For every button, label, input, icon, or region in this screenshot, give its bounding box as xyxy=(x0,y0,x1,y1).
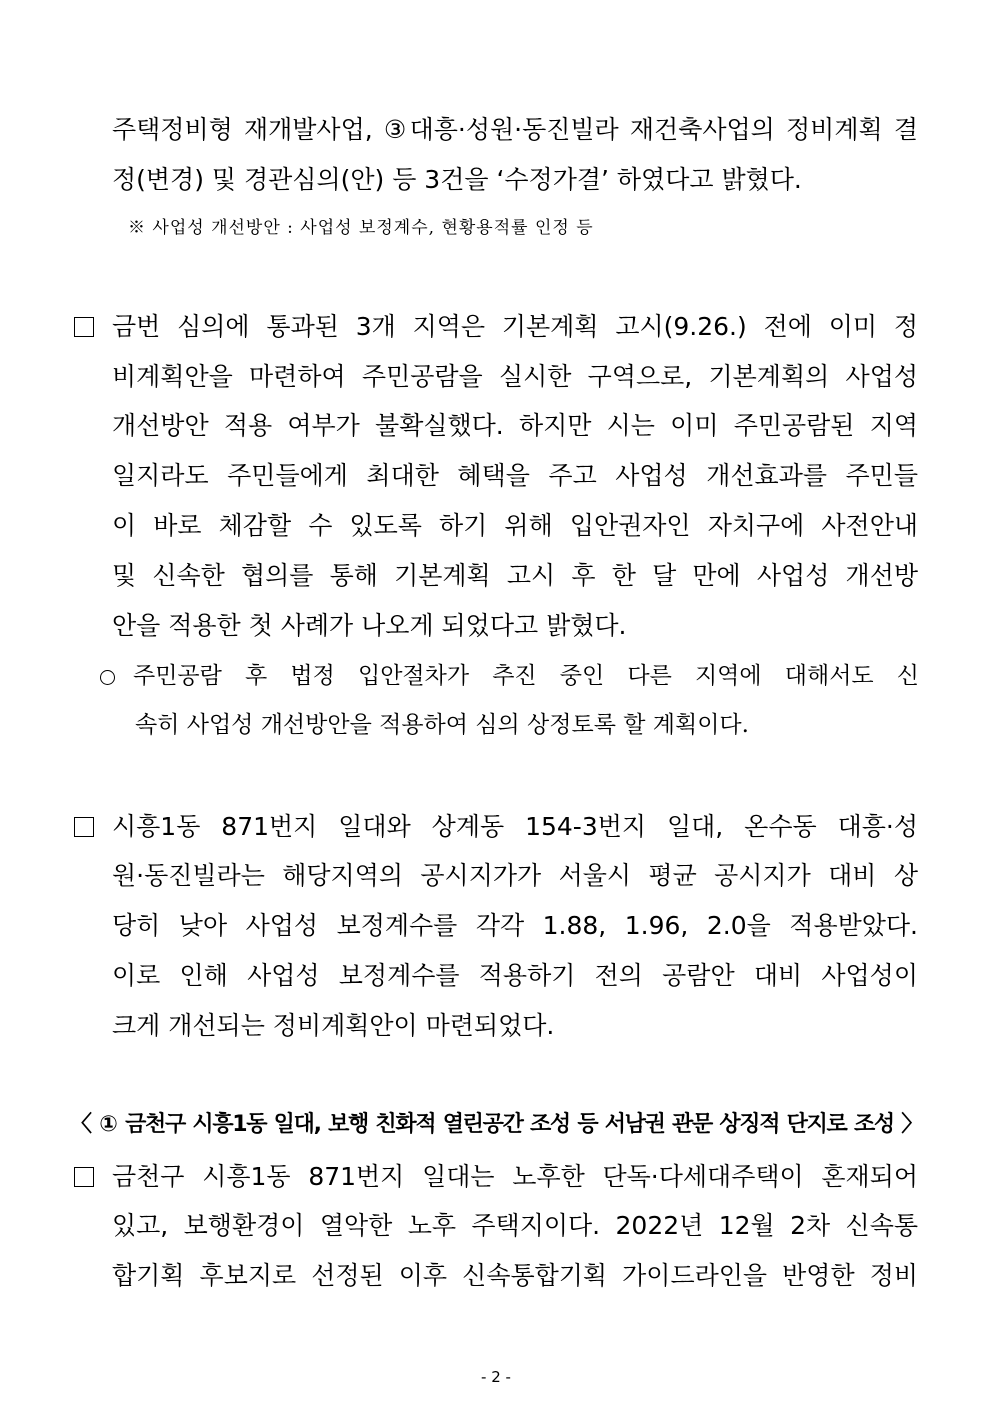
body-text-line: 당히 낮아 사업성 보정계수를 각각 1.88, 1.96, 2.0을 적용받았다. xyxy=(112,911,918,940)
body-text-line: 합기획 후보지로 선정된 이후 신속통합기획 가이드라인을 반영한 정비 xyxy=(112,1261,918,1290)
body-text-line: 정(변경) 및 경관심의(안) 등 3건을 ‘수정가결’ 하였다고 밝혔다. xyxy=(112,165,802,194)
body-text-line: 원·동진빌라는 해당지역의 공시지가가 서울시 평균 공시지가 대비 상 xyxy=(112,861,918,890)
bullet-square-icon xyxy=(74,817,94,837)
body-text-line: 주택정비형 재개발사업, ③대흥·성원·동진빌라 재건축사업의 정비계획 결 xyxy=(112,115,918,144)
body-text-line: 안을 적용한 첫 사례가 나오게 되었다고 밝혔다. xyxy=(112,611,627,640)
bullet-square-icon xyxy=(74,317,94,337)
body-text-line: 및 신속한 협의를 통해 기본계획 고시 후 한 달 만에 사업성 개선방 xyxy=(112,561,918,590)
body-text-line: 개선방안 적용 여부가 불확실했다. 하지만 시는 이미 주민공람된 지역 xyxy=(112,411,918,440)
body-text-line: 크게 개선되는 정비계획안이 마련되었다. xyxy=(112,1011,555,1040)
section-heading: 〈 ① 금천구 시흥1동 일대, 보행 친화적 열린공간 조성 등 서남권 관문 상징적 단지로 조성 〉 xyxy=(70,1112,922,1137)
page-number: - 2 - xyxy=(481,1368,511,1386)
body-text-line: 이 바로 체감할 수 있도록 하기 위해 입안권자인 자치구에 사전안내 xyxy=(112,511,918,540)
sub-item-line: 주민공람 후 법정 입안절차가 추진 중인 다른 지역에 대해서도 신 xyxy=(133,663,919,689)
sub-item-line: 속히 사업성 개선방안을 적용하여 심의 상정토록 할 계획이다. xyxy=(135,712,749,738)
bullet-circle-icon xyxy=(100,670,115,685)
body-text-line: 이로 인해 사업성 보정계수를 적용하기 전의 공람안 대비 사업성이 xyxy=(112,961,918,990)
body-text-line: 일지라도 주민들에게 최대한 혜택을 주고 사업성 개선효과를 주민들 xyxy=(112,461,918,490)
footnote: ※ 사업성 개선방안 : 사업성 보정계수, 현황용적률 인정 등 xyxy=(128,218,594,238)
body-text-line: 있고, 보행환경이 열악한 노후 주택지이다. 2022년 12월 2차 신속통 xyxy=(112,1211,918,1240)
body-text-line: 비계획안을 마련하여 주민공람을 실시한 구역으로, 기본계획의 사업성 xyxy=(112,362,918,391)
body-text-line: 금번 심의에 통과된 3개 지역은 기본계획 고시(9.26.) 전에 이미 정 xyxy=(112,312,918,341)
body-text-line: 시흥1동 871번지 일대와 상계동 154-3번지 일대, 온수동 대흥·성 xyxy=(112,812,918,841)
body-text-line: 금천구 시흥1동 871번지 일대는 노후한 단독·다세대주택이 혼재되어 xyxy=(112,1162,918,1191)
bullet-square-icon xyxy=(74,1167,94,1187)
